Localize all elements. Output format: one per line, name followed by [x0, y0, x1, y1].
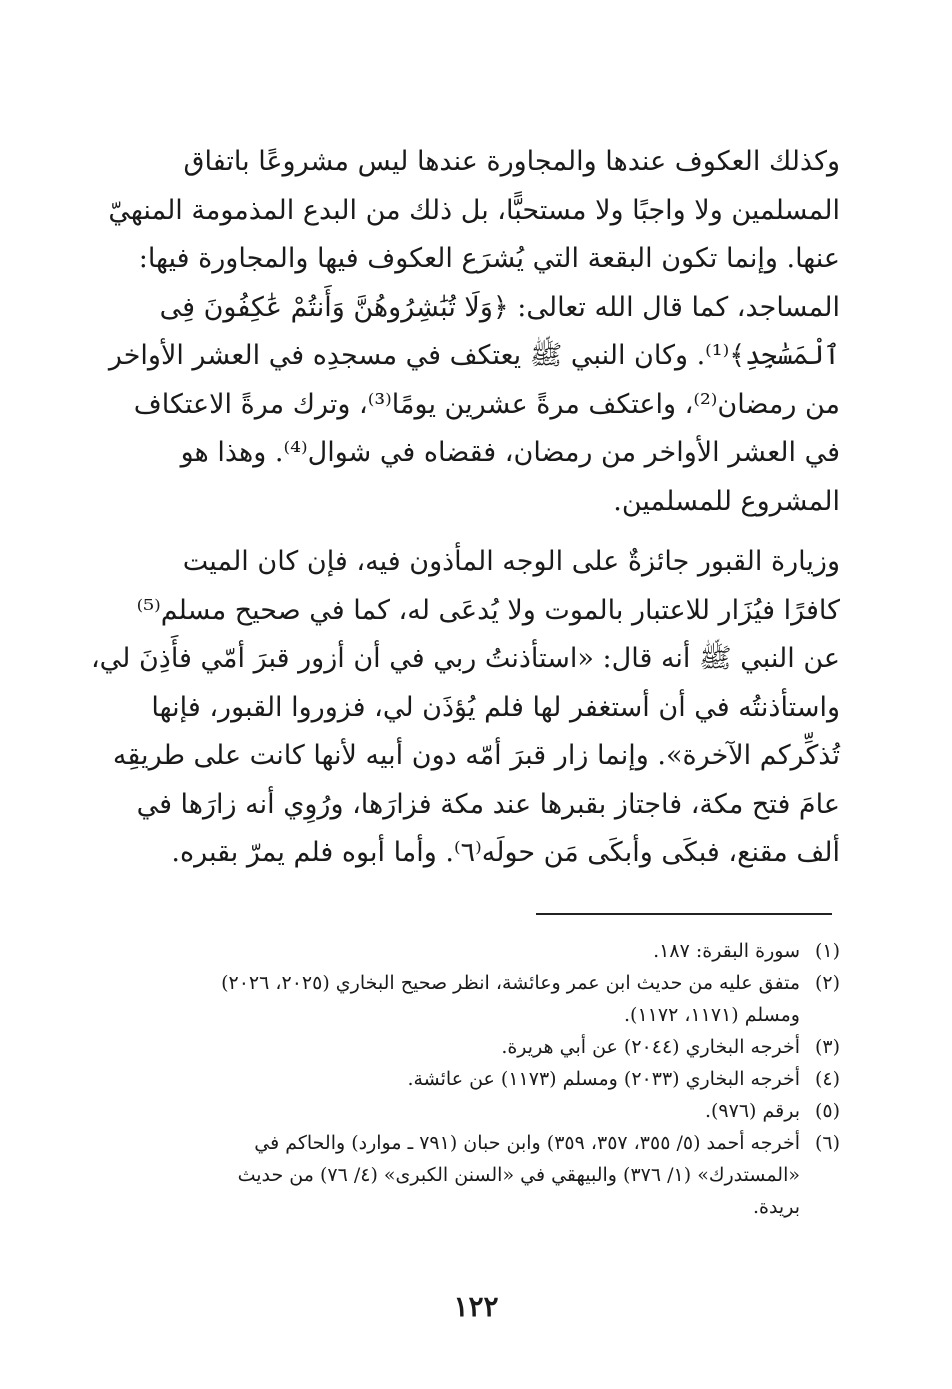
- footnote-text: [90, 1127, 800, 1223]
- footnote-line: أخرجه البخاري (٢٠٤٤) عن أبي هريرة.: [501, 1036, 800, 1058]
- footnote-2: [90, 967, 840, 1031]
- main-text: [90, 138, 840, 878]
- footnote-text: [90, 1031, 800, 1063]
- footnote-text: [90, 967, 800, 1031]
- footnotes: [90, 935, 840, 1223]
- text-line: عن النبي ﷺ أنه قال: «استأذنتُ ربي في أن أزور قبرَ أمّي فأَذِنَ لي،: [90, 643, 840, 674]
- text-line: عنها. وإنما تكون البقعة التي يُشرَع العكوف فيها والمجاورة فيها:: [138, 243, 840, 274]
- footnote-line: أخرجه أحمد (٥/ ٣٥٥، ٣٥٧، ٣٥٩) وابن حبان (٧٩١ ـ موارد) والحاكم في: [254, 1132, 800, 1154]
- text-line: المسلمين ولا واجبًا ولا مستحبًّا، بل ذلك من البدع المذمومة المنهيّ: [108, 194, 840, 226]
- footnote-text: [90, 1095, 800, 1127]
- text-line: وزيارة القبور جائزةٌ على الوجه المأذون فيه، فإن كان الميت: [182, 546, 840, 577]
- footnote-number: (٢): [814, 972, 840, 994]
- footnote-number: (٤): [814, 1068, 840, 1090]
- footnote-number: (٣): [814, 1036, 840, 1058]
- footnote-number: (٦): [814, 1132, 840, 1154]
- footnote-line: سورة البقرة: ١٨٧.: [653, 940, 800, 962]
- footnote-text: [90, 1063, 800, 1095]
- footnote-3: [90, 1031, 840, 1063]
- text-line: ٱلْمَسَٰجِدِ﴾⁽¹⁾. وكان النبي ﷺ يعتكف في مسجدِه في العشر الأواخر: [108, 340, 840, 371]
- footnote-line: بريدة.: [752, 1196, 800, 1218]
- footnote-line: ومسلم (١١٧١، ١١٧٢).: [624, 1004, 800, 1026]
- text-line: واستأذنتُه في أن أستغفر لها فلم يُؤذَن لي، فزوروا القبور، فإنها: [151, 691, 840, 723]
- footnote-line: أخرجه البخاري (٢٠٣٣) ومسلم (١١٧٣) عن عائشة.: [407, 1068, 800, 1090]
- text-line: تُذكِّركم الآخرة». وإنما زار قبرَ أمّه دون أبيه لأنها كانت على طريقِه: [112, 740, 840, 771]
- text-line: عامَ فتح مكة، فاجتاز بقبرها عند مكة فزارَها، ورُوِي أنه زارَها في: [136, 788, 840, 820]
- text-line: في العشر الأواخر من رمضان، فقضاه في شوال⁽⁴⁾. وهذا هو: [180, 437, 840, 468]
- text-line: المساجد، كما قال الله تعالى: ﴿وَلَا تُبَٰشِرُوهُنَّ وَأَنتُمْ عَٰكِفُونَ فِى: [159, 291, 840, 323]
- footnote-5: [90, 1095, 840, 1127]
- footnote-text: [90, 935, 800, 967]
- footnote-line: متفق عليه من حديث ابن عمر وعائشة، انظر صحيح البخاري (٢٠٢٥، ٢٠٢٦): [221, 972, 800, 994]
- text-line: ألف مقنع، فبكَى وأبكَى مَن حولَه⁽٦⁾. وأما أبوه فلم يمرّ بقبره.: [171, 837, 840, 868]
- footnote-number: (٥): [814, 1100, 840, 1122]
- footnote-divider: [536, 913, 832, 915]
- paragraph-1: [90, 138, 840, 526]
- footnote-number: (١): [814, 940, 840, 962]
- footnote-6: [90, 1127, 840, 1223]
- footnote-line: «المستدرك» (١/ ٣٧٦) والبيهقي في «السنن الكبرى» (٤/ ٧٦) من حديث: [237, 1164, 800, 1186]
- paragraph-2: [90, 538, 840, 878]
- text-line: المشروع للمسلمين.: [613, 485, 840, 517]
- footnote-1: [90, 935, 840, 967]
- page-number: ١٢٢: [453, 1290, 499, 1323]
- footnote-4: [90, 1063, 840, 1095]
- text-line: من رمضان⁽²⁾، واعتكف مرةً عشرين يومًا⁽³⁾، وترك مرةً الاعتكاف: [133, 388, 840, 420]
- text-line: وكذلك العكوف عندها والمجاورة عندها ليس مشروعًا باتفاق: [183, 146, 840, 177]
- footnote-line: برقم (٩٧٦).: [704, 1100, 800, 1122]
- text-line: كافرًا فيُزَار للاعتبار بالموت ولا يُدعَى له، كما في صحيح مسلم⁽⁵⁾: [136, 594, 840, 626]
